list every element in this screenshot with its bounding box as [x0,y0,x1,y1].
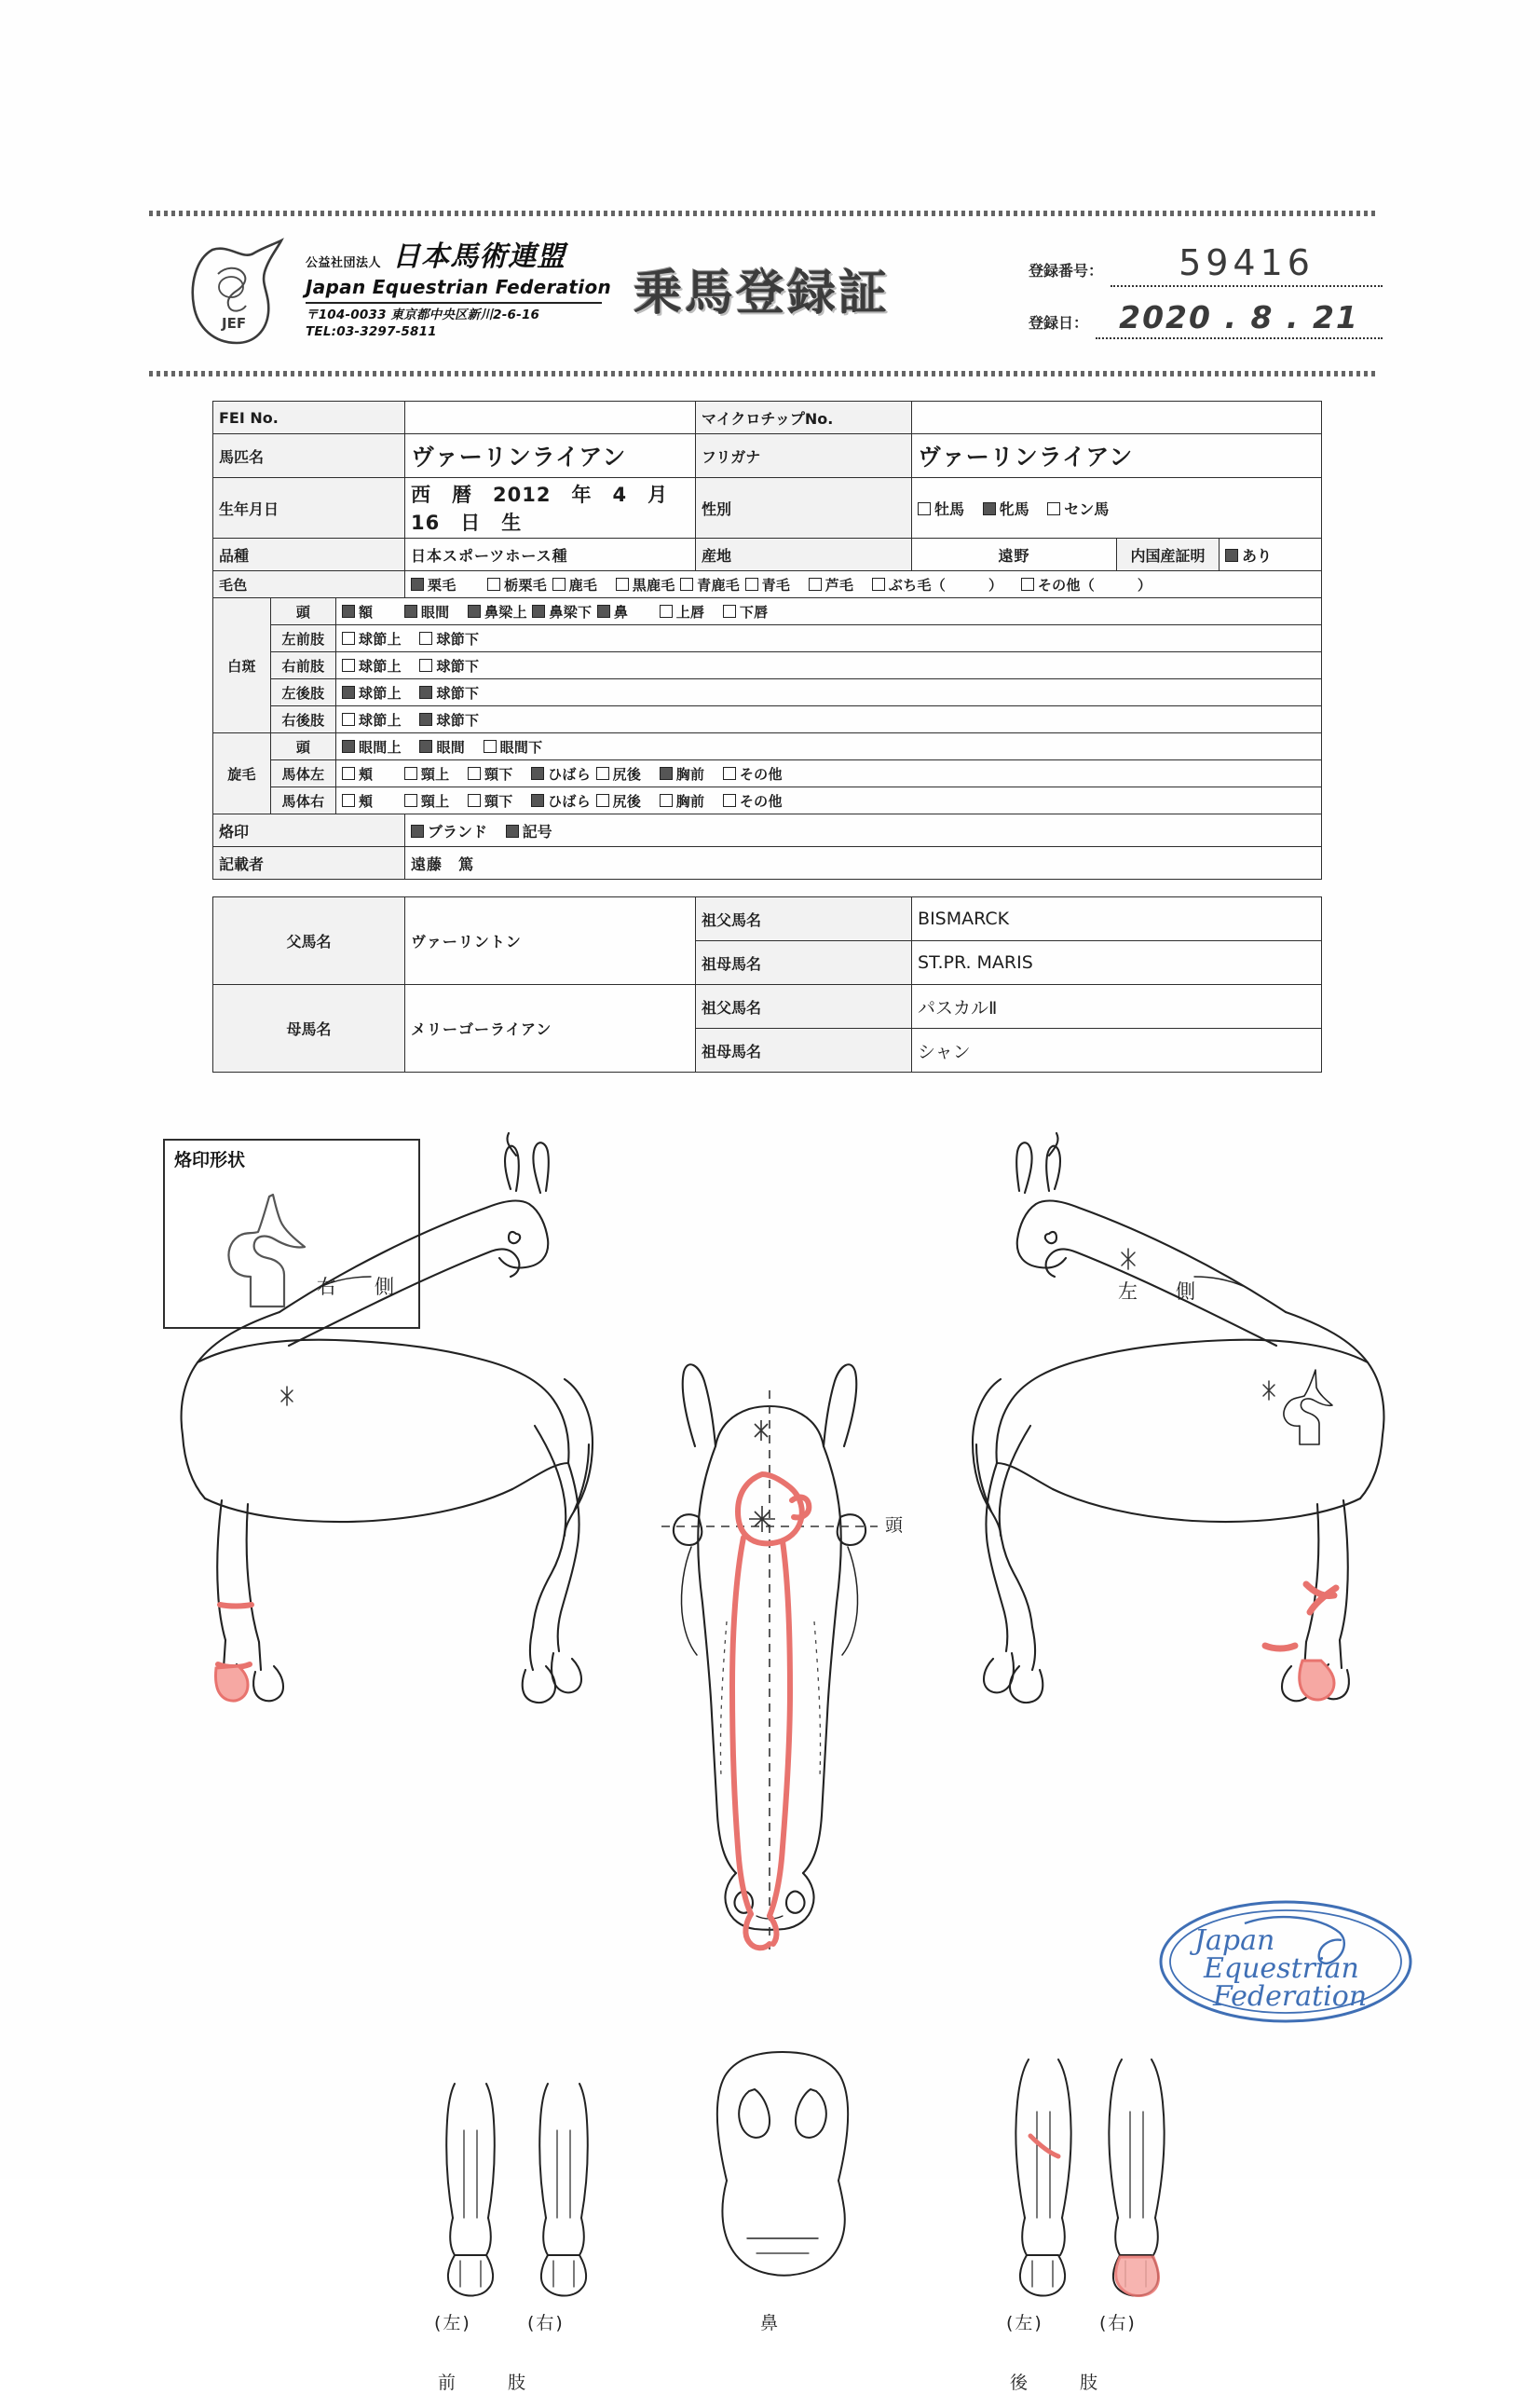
right-side-label: 右 側 [317,1276,403,1298]
wh-checkbox-4[interactable] [597,605,610,618]
coat-label: 毛色 [213,571,405,598]
document-header [149,224,1388,363]
table-spacer [213,880,1322,897]
wrh-option-1[interactable] [419,712,479,729]
wh-checkbox-3[interactable] [532,605,545,618]
white-part-left-fore: 左前肢 [271,625,336,652]
wbl-text-2: 頸下 [484,765,513,783]
wlh-option-0[interactable] [342,685,402,702]
whh-option-0[interactable] [342,739,402,756]
whorl-part-body-right: 馬体右 [271,787,336,814]
coat-text-4: 青鹿毛 [697,576,741,594]
wbl-option-5[interactable] [660,766,705,783]
whorl-body-right-options[interactable] [336,787,1322,814]
wh-option-4[interactable] [597,604,628,621]
row-white-head [213,598,1322,625]
wrf-text-1: 球節下 [436,657,480,675]
wbl-option-4[interactable] [596,766,642,783]
white-left-fore-options[interactable] [336,625,1322,652]
microchip-label: マイクロチップNo. [696,402,912,434]
coat-text-7: ぶち毛（ ） [888,576,1003,594]
wh-checkbox-6[interactable] [723,605,736,618]
coat-text-5: 青毛 [761,576,791,594]
sire-label: 父馬名 [213,897,405,985]
sex-checkbox-mare[interactable] [983,502,996,515]
registration-number-label: 登録番号： [1029,262,1104,280]
foreleg-label: 前 肢 [438,2373,532,2393]
brand-option-1[interactable] [506,823,552,841]
recorder-value[interactable]: 遠藤 篤 [405,847,1322,880]
coat-text-0: 栗毛 [428,576,457,594]
coat-checkbox-8[interactable] [1021,578,1034,591]
white-part-right-fore: 右前肢 [271,652,336,679]
row-coat-color [213,571,1322,598]
whorl-part-head: 頭 [271,733,336,760]
wbr-text-0: 頬 [359,792,374,810]
whorl-body-left-options[interactable] [336,760,1322,787]
wh-text-0: 額 [359,603,374,621]
org-name-en: Japan Equestrian Federation [306,276,612,298]
sire-grandsire-value[interactable]: BISMARCK [912,897,1322,941]
coat-text-2: 鹿毛 [568,576,598,594]
sex-label: 性別 [696,478,912,539]
wbl-checkbox-1[interactable] [404,767,417,780]
wbr-option-4[interactable] [596,793,642,810]
wbr-option-1[interactable] [404,793,450,810]
coat-checkbox-0[interactable] [411,578,424,591]
furigana-value[interactable]: ヴァーリンライアン [912,434,1322,478]
row-birth-sex [213,478,1322,539]
wrf-text-0: 球節上 [359,657,402,675]
coat-option-7[interactable] [872,577,1002,594]
coat-text-8: その他（ ） [1037,576,1152,594]
wrf-checkbox-0[interactable] [342,659,355,672]
microchip-value[interactable] [912,402,1322,434]
whh-checkbox-2[interactable] [484,740,497,753]
registration-date-line [1096,299,1383,339]
seal-line-1: Japan [1194,1924,1275,1957]
coat-options[interactable] [405,571,1322,598]
row-whorl-body-left [213,760,1322,787]
coat-checkbox-7[interactable] [872,578,885,591]
row-horse-name [213,434,1322,478]
wrf-option-0[interactable] [342,658,402,675]
coat-checkbox-2[interactable] [552,578,566,591]
registration-date-label: 登録日： [1029,314,1089,332]
sex-option-gelding[interactable] [1047,500,1109,518]
wbr-text-6: その他 [739,792,783,810]
wbl-text-3: ひばら [548,765,592,783]
domestic-cert-checkbox[interactable] [1225,549,1238,562]
wrh-text-1: 球節下 [436,711,480,729]
wbr-option-5[interactable] [660,793,705,810]
wbr-checkbox-0[interactable] [342,794,355,807]
wlf-text-0: 球節上 [359,630,402,648]
wh-option-1[interactable] [404,604,450,621]
row-fei-microchip [213,402,1322,434]
row-spacer [213,880,1322,897]
registration-number-value: 59416 [1179,242,1315,283]
registration-date-row [1029,287,1383,339]
wh-checkbox-1[interactable] [404,605,417,618]
row-whorl-body-right [213,787,1322,814]
whorl-head-options[interactable] [336,733,1322,760]
wlh-text-0: 球節上 [359,684,402,702]
horse-name-label: 馬匹名 [213,434,405,478]
page-title: 乗馬登録証 [634,266,891,321]
wbr-text-1: 頸上 [420,792,450,810]
domestic-cert-option[interactable] [1220,539,1322,571]
row-white-left-hind [213,679,1322,706]
coat-option-6[interactable] [809,577,854,594]
wbr-option-3[interactable] [531,793,591,810]
wh-text-2: 鼻梁上 [484,603,527,621]
wbl-text-6: その他 [739,765,783,783]
wbr-checkbox-2[interactable] [468,794,481,807]
wrh-option-0[interactable] [342,712,402,729]
coat-checkbox-3[interactable] [616,578,629,591]
sex-checkbox-gelding[interactable] [1047,502,1060,515]
org-prefix: 公益社団法人 [306,256,382,270]
wbl-checkbox-5[interactable] [660,767,673,780]
wh-text-3: 鼻梁下 [549,603,593,621]
whh-checkbox-0[interactable] [342,740,355,753]
sex-option-stallion[interactable] [918,500,964,518]
coat-option-4[interactable] [680,577,740,594]
coat-text-1: 栃栗毛 [504,576,548,594]
wbr-option-0[interactable] [342,793,373,810]
sex-label-gelding: セン馬 [1064,499,1110,518]
coat-option-2[interactable] [552,577,598,594]
coat-option-1[interactable] [487,577,547,594]
domestic-cert-label: 内国産証明 [1117,539,1220,571]
white-part-left-hind: 左後肢 [271,679,336,706]
brand-checkbox-0[interactable] [411,825,424,838]
white-markings-label: 白斑 [213,598,271,733]
row-recorder [213,847,1322,880]
wh-option-5[interactable] [660,604,705,621]
wbr-option-6[interactable] [723,793,783,810]
org-address: 〒104-0033 東京都中央区新川2-6-16 [306,308,540,322]
sire-value[interactable]: ヴァーリントン [405,897,696,985]
wbl-checkbox-6[interactable] [723,767,736,780]
wbr-text-2: 頸下 [484,792,513,810]
row-white-left-fore [213,625,1322,652]
horse-details-table [212,401,1322,1073]
head-label: 頭 [885,1515,906,1536]
wbr-checkbox-3[interactable] [531,794,544,807]
wbr-option-2[interactable] [468,793,513,810]
org-divider [306,302,602,304]
whh-text-0: 眼間上 [359,738,402,756]
origin-label: 産地 [696,539,912,571]
brand-options[interactable] [405,814,1322,847]
wbl-text-0: 頬 [359,765,374,783]
brand-checkbox-1[interactable] [506,825,519,838]
seal-line-2: Equestrian [1204,1952,1359,1985]
domestic-cert-text: あり [1242,546,1273,565]
wbr-text-5: 胸前 [675,792,705,810]
coat-text-6: 芦毛 [825,576,854,594]
wbl-option-1[interactable] [404,766,450,783]
coat-checkbox-1[interactable] [487,578,500,591]
wbl-text-4: 尻後 [612,765,642,783]
svg-text:JEF: JEF [222,315,247,332]
wlf-option-1[interactable] [419,631,479,648]
wbl-checkbox-2[interactable] [468,767,481,780]
wh-text-1: 眼間 [420,603,450,621]
white-right-hind-options[interactable] [336,706,1322,733]
jef-official-seal-stamp [1155,1892,1416,2031]
sex-label-stallion: 牡馬 [934,499,965,518]
coat-checkbox-4[interactable] [680,578,693,591]
wlf-option-0[interactable] [342,631,402,648]
dam-granddam-label: 祖母馬名 [696,1029,912,1073]
row-brand [213,814,1322,847]
sex-checkbox-stallion[interactable] [918,502,931,515]
foreleg-left-label: (左) [434,2313,471,2333]
wh-text-4: 鼻 [613,603,629,621]
wlf-checkbox-1[interactable] [419,632,432,645]
wh-text-6: 下唇 [739,603,769,621]
wbr-checkbox-1[interactable] [404,794,417,807]
wbl-checkbox-0[interactable] [342,767,355,780]
furigana-label: フリガナ [696,434,912,478]
sire-granddam-value[interactable]: ST.PR. MARIS [912,941,1322,985]
coat-checkbox-5[interactable] [745,578,758,591]
birth-value[interactable]: 西 暦 2012 年 4 月 16 日 生 [405,478,696,539]
dam-granddam-value[interactable]: シャン [912,1029,1322,1073]
org-telephone: TEL:03-3297-5811 [306,324,437,340]
coat-option-3[interactable] [616,577,675,594]
wrh-checkbox-0[interactable] [342,713,355,726]
row-dam-grandsire [213,985,1322,1029]
whorl-part-body-left: 馬体左 [271,760,336,787]
wrf-checkbox-1[interactable] [419,659,432,672]
wbl-option-0[interactable] [342,766,373,783]
coat-option-8[interactable] [1021,577,1152,594]
white-head-options[interactable] [336,598,1322,625]
wh-option-3[interactable] [532,604,592,621]
horse-name-value[interactable]: ヴァーリンライアン [405,434,696,478]
wbr-checkbox-6[interactable] [723,794,736,807]
wlh-checkbox-1[interactable] [419,686,432,699]
wlh-text-1: 球節下 [436,684,480,702]
wlh-checkbox-0[interactable] [342,686,355,699]
sex-label-mare: 牝馬 [999,499,1029,518]
row-white-right-fore [213,652,1322,679]
sex-option-mare[interactable] [983,500,1029,518]
registration-number-line [1111,242,1383,287]
wrh-checkbox-1[interactable] [419,713,432,726]
wh-checkbox-2[interactable] [468,605,481,618]
seal-line-3: Federation [1213,1980,1368,2013]
wh-checkbox-5[interactable] [660,605,673,618]
coat-checkbox-6[interactable] [809,578,822,591]
hindleg-right-label: (右) [1099,2313,1137,2333]
whh-checkbox-1[interactable] [419,740,432,753]
brand-text-1: 記号 [522,822,552,841]
row-breed-origin [213,539,1322,571]
wbl-option-3[interactable] [531,766,591,783]
wbl-option-6[interactable] [723,766,783,783]
coat-option-5[interactable] [745,577,791,594]
jef-emblem-icon [184,233,289,349]
row-white-right-hind [213,706,1322,733]
wbr-checkbox-4[interactable] [596,794,609,807]
wbl-checkbox-3[interactable] [531,767,544,780]
dam-grandsire-value[interactable]: パスカルⅡ [912,985,1322,1029]
whh-option-2[interactable] [484,739,543,756]
fei-no-label: FEI No. [213,402,405,434]
sire-grandsire-label: 祖父馬名 [696,897,912,941]
breed-label: 品種 [213,539,405,571]
birth-label: 生年月日 [213,478,405,539]
sex-options[interactable] [912,478,1322,539]
bottom-dotted-rule [149,371,1379,376]
wbl-checkbox-4[interactable] [596,767,609,780]
wrf-option-1[interactable] [419,658,479,675]
white-left-hind-options[interactable] [336,679,1322,706]
fei-no-value[interactable] [405,402,696,434]
recorder-label: 記載者 [213,847,405,880]
wlf-checkbox-0[interactable] [342,632,355,645]
row-whorl-head [213,733,1322,760]
hindleg-label: 後 肢 [1010,2373,1104,2393]
hindleg-left-label: (左) [1006,2313,1043,2333]
registration-box [1029,235,1383,339]
dam-label: 母馬名 [213,985,405,1073]
coat-text-3: 黒鹿毛 [632,576,675,594]
dam-grandsire-label: 祖父馬名 [696,985,912,1029]
dam-value[interactable]: メリーゴーライアン [405,985,696,1073]
top-dotted-rule [149,211,1379,216]
wh-text-5: 上唇 [675,603,705,621]
white-part-right-hind: 右後肢 [271,706,336,733]
wbl-text-5: 胸前 [675,765,705,783]
registration-date-value: 2020 . 8 . 21 [1119,299,1359,335]
wbl-text-1: 頸上 [420,765,450,783]
wlf-text-1: 球節下 [436,630,480,648]
registration-number-row [1029,235,1383,287]
breed-value[interactable]: 日本スポーツホース種 [405,539,696,571]
sire-granddam-label: 祖母馬名 [696,941,912,985]
wh-option-2[interactable] [468,604,527,621]
white-part-head: 頭 [271,598,336,625]
wbr-checkbox-5[interactable] [660,794,673,807]
brand-shape-label: 烙印形状 [174,1150,246,1170]
wbr-text-3: ひばら [548,792,592,810]
wbl-option-2[interactable] [468,766,513,783]
wbr-text-4: 尻後 [612,792,642,810]
row-sire-grandsire [213,897,1322,941]
org-name-jp: 日本馬術連盟 [392,240,566,273]
wh-option-0[interactable] [342,604,373,621]
coat-option-0[interactable] [411,577,457,594]
organization-block [306,233,622,340]
white-right-fore-options[interactable] [336,652,1322,679]
whorl-label: 旋毛 [213,733,271,814]
brand-label: 烙印 [213,814,405,847]
whh-text-1: 眼間 [436,738,466,756]
left-side-label: 左 側 [1118,1280,1205,1303]
wrh-text-0: 球節上 [359,711,402,729]
wlh-option-1[interactable] [419,685,479,702]
nose-label: 鼻 [760,2313,781,2333]
whh-option-1[interactable] [419,739,465,756]
brand-text-0: ブランド [428,822,488,841]
wh-checkbox-0[interactable] [342,605,355,618]
foreleg-right-label: (右) [527,2313,565,2333]
brand-option-0[interactable] [411,823,487,841]
wh-option-6[interactable] [723,604,769,621]
origin-value[interactable]: 遠野 [912,539,1117,571]
whh-text-2: 眼間下 [499,738,543,756]
